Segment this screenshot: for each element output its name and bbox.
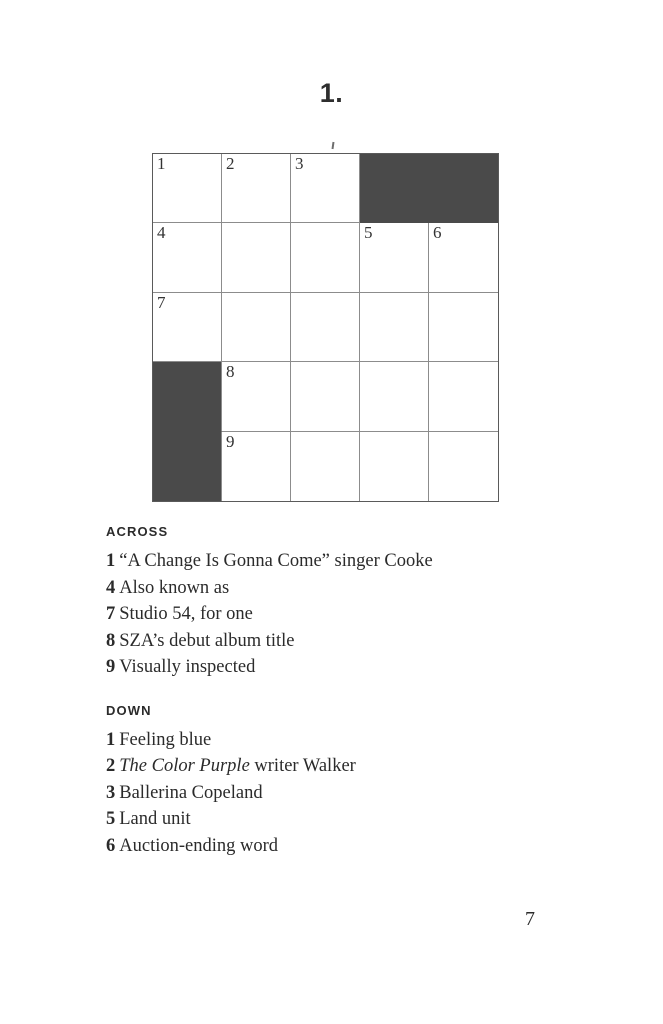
clue-number: 1 [106,551,116,571]
grid-cell-number: 4 [157,223,166,243]
across-section [106,524,546,681]
clue-text [119,756,356,776]
page-number: 7 [525,908,535,930]
grid-cell[interactable] [291,223,360,292]
grid-cell[interactable] [222,432,291,501]
clue-item[interactable] [106,601,546,628]
clue-item[interactable] [106,654,546,681]
clue-number: 3 [106,782,116,803]
grid-cell[interactable] [222,154,291,223]
grid-cell[interactable] [429,223,498,292]
grid-cell[interactable] [360,362,429,431]
grid-cell[interactable] [222,223,291,292]
down-heading: DOWN [106,702,152,718]
grid-cell[interactable] [429,293,498,362]
grid-cell[interactable] [291,362,360,431]
clue-item[interactable] [106,628,546,655]
grid-cell-number: 3 [295,154,304,173]
clue-item[interactable] [106,575,546,602]
grid-cell-block [429,154,498,223]
clue-text: Land unit [119,809,191,829]
grid-cell[interactable] [153,223,222,292]
grid-cell-number: 9 [226,431,235,451]
crossword-grid[interactable] [152,153,499,502]
grid-cell-number: 1 [157,154,166,173]
clue-text: Studio 54, for one [119,604,253,624]
clue-text: Also known as [119,577,230,598]
clue-text-rest: writer Walker [249,756,356,776]
clue-number: 8 [106,630,116,651]
clue-number: 2 [106,756,116,776]
grid-cell[interactable] [222,362,291,431]
clue-text: SZA’s debut album title [119,630,295,651]
grid-cell-block [153,432,222,501]
clue-text: Visually inspected [119,657,256,677]
grid-cell-number: 7 [157,292,166,312]
grid-cell[interactable] [360,223,429,292]
clue-item[interactable] [106,833,546,860]
clue-item[interactable] [106,780,546,807]
clue-number: 5 [106,809,116,829]
grid-cell[interactable] [153,293,222,362]
clue-item[interactable] [106,548,546,575]
grid-cell[interactable] [153,154,222,223]
across-clue-list [106,548,546,681]
grid-cell-number: 8 [226,362,235,382]
clue-text-italic: The Color Purple [119,756,250,776]
crossword-grid-cells [153,154,498,501]
page-title: 1. [319,78,344,108]
ink-mark [332,142,335,149]
grid-cell-block [360,154,429,223]
grid-cell[interactable] [360,432,429,501]
clue-text: Ballerina Copeland [119,782,263,803]
grid-cell[interactable] [291,154,360,223]
clue-item[interactable] [106,753,546,780]
grid-cell[interactable] [291,293,360,362]
grid-cell-number: 5 [364,223,373,243]
grid-cell-number: 6 [433,223,442,243]
clue-text: “A Change Is Gonna Come” singer Cooke [119,551,433,571]
clue-number: 6 [106,835,116,856]
clue-number: 1 [106,729,116,750]
down-section [106,703,546,860]
grid-cell[interactable] [429,432,498,501]
clue-lists [106,524,546,881]
across-heading: ACROSS [106,524,169,539]
clue-number: 9 [106,657,116,677]
clue-item[interactable] [106,727,546,754]
clue-text: Feeling blue [119,729,212,750]
grid-cell[interactable] [222,293,291,362]
clue-number: 4 [106,577,116,598]
down-clue-list [106,727,546,860]
grid-cell[interactable] [291,432,360,501]
clue-text: Auction-ending word [119,835,279,856]
clue-item[interactable] [106,806,546,833]
grid-cell[interactable] [429,362,498,431]
grid-cell-number: 2 [226,154,235,173]
grid-cell-block [153,362,222,431]
grid-cell[interactable] [360,293,429,362]
clue-number: 7 [106,604,116,624]
